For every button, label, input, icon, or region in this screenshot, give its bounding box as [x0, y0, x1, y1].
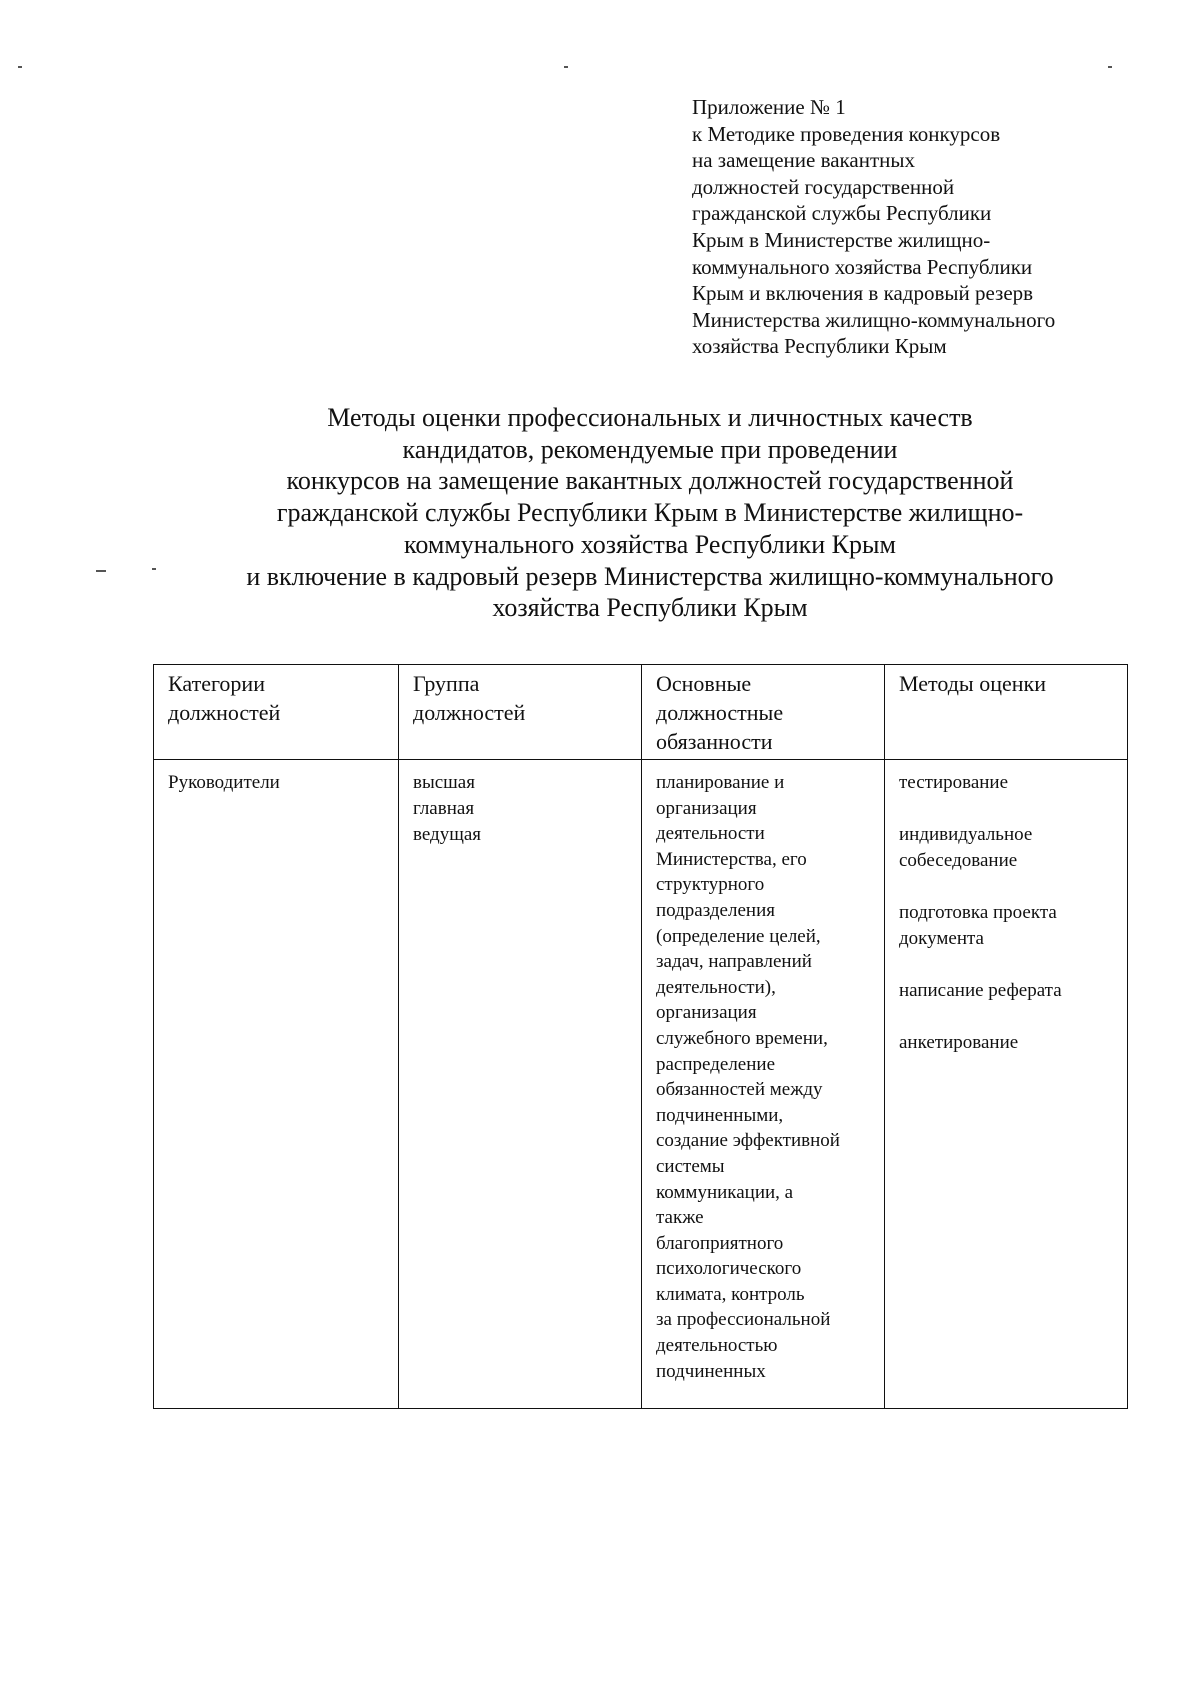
duty-line: также — [656, 1207, 704, 1229]
appendix-line: к Методике проведения конкурсов — [692, 121, 1001, 146]
method-line: документа — [899, 928, 984, 949]
method-item — [899, 822, 1119, 874]
duty-line: подразделения — [656, 899, 775, 921]
category-text: Руководители — [168, 772, 280, 793]
appendix-line: на замещение вакантных — [692, 148, 916, 173]
title-line: хозяйства Республики Крым — [492, 593, 808, 623]
group-item: высшая — [413, 772, 475, 793]
appendix-line: гражданской службы Республики — [692, 201, 992, 226]
header-line: должностные — [656, 700, 784, 725]
scan-speck — [564, 66, 568, 68]
duty-line: климата, контроль — [656, 1283, 805, 1305]
duty-line: системы — [656, 1155, 725, 1177]
title-line: и включение в кадровый резерв Министерства жилищно-коммунального — [246, 561, 1054, 591]
duty-line: подчиненными, — [656, 1104, 784, 1126]
group-item: ведущая — [413, 824, 482, 845]
method-line: анкетирование — [899, 1032, 1019, 1053]
method-line: тестирование — [899, 772, 1009, 793]
duty-line: деятельности — [656, 823, 765, 845]
duty-line: деятельности), — [656, 976, 776, 998]
method-item — [899, 978, 1119, 1004]
header-line: должностей — [168, 700, 281, 725]
duty-line: подчиненных — [656, 1360, 766, 1382]
appendix-line: должностей государственной — [692, 174, 955, 199]
table-row — [154, 760, 1128, 1409]
duty-line: задач, направлений — [656, 951, 812, 973]
group-item: главная — [413, 798, 475, 819]
method-line: подготовка проекта — [899, 902, 1057, 923]
scan-speck — [96, 570, 106, 572]
header-line: Основные — [656, 671, 752, 696]
method-item — [899, 770, 1119, 796]
cell-category — [154, 760, 399, 1409]
header-line: должностей — [413, 700, 526, 725]
duty-line: планирование и — [656, 772, 785, 793]
document-title — [150, 402, 1150, 624]
method-line: написание реферата — [899, 980, 1062, 1001]
duty-line: организация — [656, 797, 757, 819]
appendix-note — [692, 94, 1122, 360]
title-line: конкурсов на замещение вакантных должностей государственной — [286, 466, 1014, 496]
header-duties — [642, 665, 885, 760]
duty-line: структурного — [656, 874, 765, 896]
duty-line: организация — [656, 1002, 757, 1024]
table-header-row — [154, 665, 1128, 760]
method-item — [899, 900, 1119, 952]
duty-line: деятельностью — [656, 1335, 778, 1357]
header-line: Методы оценки — [899, 671, 1046, 696]
method-line: собеседование — [899, 850, 1018, 871]
duty-line: коммуникации, а — [656, 1181, 794, 1203]
appendix-line: Крым и включения в кадровый резерв — [692, 281, 1034, 306]
duty-line: создание эффективной — [656, 1130, 840, 1152]
title-line: Методы оценки профессиональных и личностных качеств — [327, 403, 973, 432]
cell-methods — [885, 760, 1128, 1409]
duty-line: обязанностей между — [656, 1079, 823, 1101]
duty-line: (определение целей, — [656, 925, 821, 947]
cell-duties — [642, 760, 885, 1409]
assessment-methods-table — [153, 664, 1128, 1409]
title-line: коммунального хозяйства Республики Крым — [404, 529, 896, 559]
appendix-line: хозяйства Республики Крым — [692, 334, 947, 359]
header-group — [399, 665, 642, 760]
duty-line: Министерства, его — [656, 848, 807, 870]
duty-line: психологического — [656, 1258, 802, 1280]
method-item — [899, 1030, 1119, 1056]
scan-speck — [18, 66, 22, 68]
duty-line: благоприятного — [656, 1232, 784, 1254]
appendix-line: Крым в Министерстве жилищно- — [692, 227, 991, 252]
scan-speck — [1108, 66, 1112, 68]
duty-line: за профессиональной — [656, 1309, 831, 1331]
method-line: индивидуальное — [899, 824, 1033, 845]
title-line: гражданской службы Республики Крым в Министерстве жилищно- — [276, 498, 1024, 528]
duty-line: распределение — [656, 1053, 776, 1075]
title-line: кандидатов, рекомендуемые при проведении — [402, 434, 898, 464]
duty-line: служебного времени, — [656, 1027, 828, 1049]
header-category — [154, 665, 399, 760]
cell-groups — [399, 760, 642, 1409]
header-line: Категории — [168, 671, 265, 696]
header-line: Группа — [413, 671, 480, 696]
header-line: обязанности — [656, 729, 773, 754]
header-methods — [885, 665, 1128, 760]
appendix-line: Министерства жилищно-коммунального — [692, 307, 1056, 332]
appendix-line: Приложение № 1 — [692, 95, 846, 119]
appendix-line: коммунального хозяйства Республики — [692, 254, 1033, 279]
